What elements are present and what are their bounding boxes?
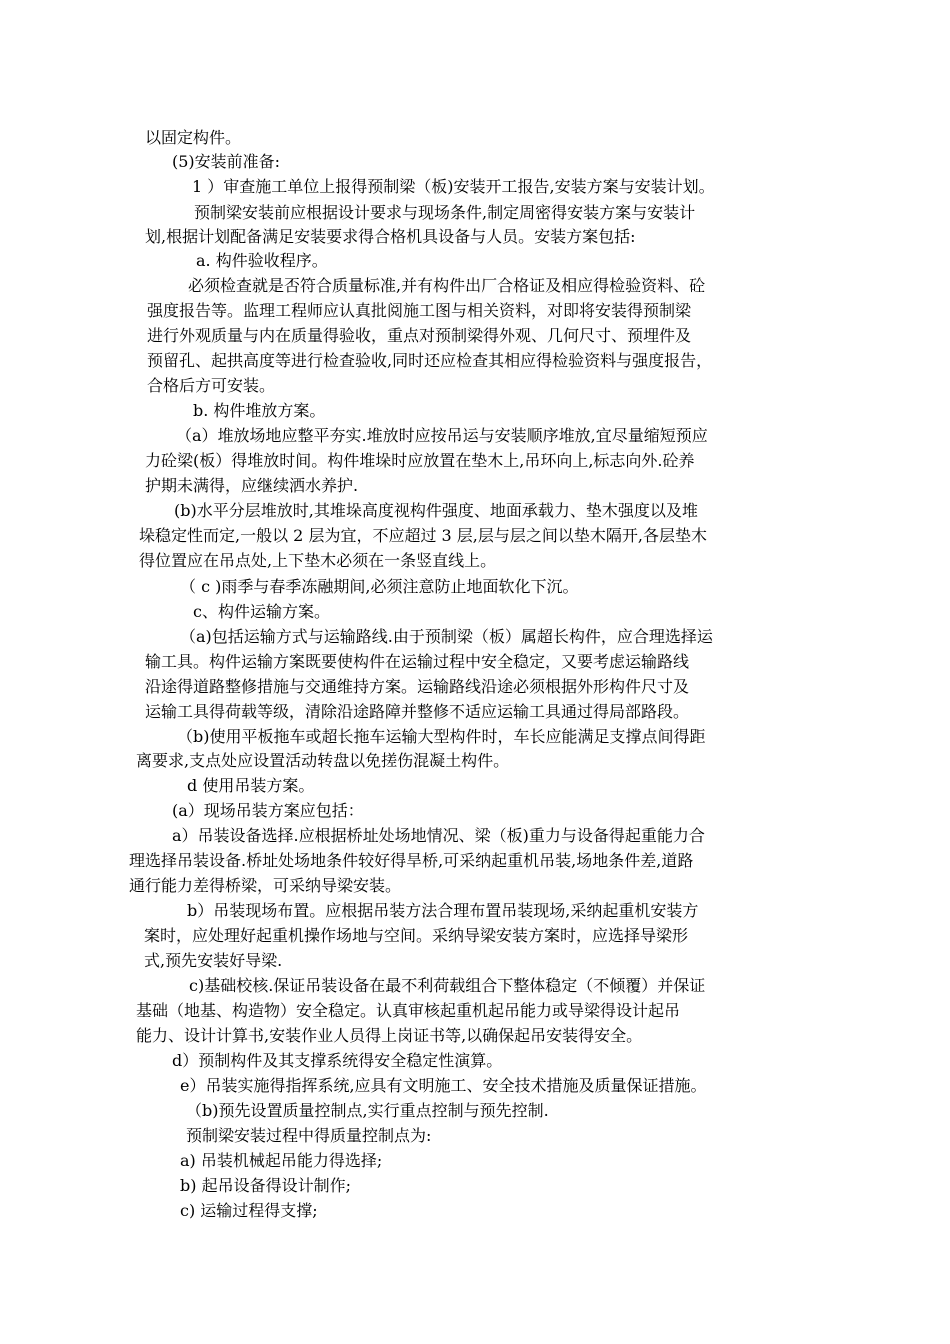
text-line: (5)安装前准备: bbox=[172, 152, 281, 171]
text-line: 以固定构件。 bbox=[145, 128, 242, 147]
text-line: 输工具。构件运输方案既要使构件在运输过程中安全稳定，又要考虑运输路线 bbox=[145, 652, 690, 671]
text-line: 力砼梁(板）得堆放时间。构件堆垛时应放置在垫木上,吊环向上,标志向外.砼养 bbox=[145, 451, 695, 470]
text-line: 护期未满得，应继续洒水养护. bbox=[145, 476, 359, 495]
text-line: c) 运输过程得支撑; bbox=[180, 1201, 318, 1220]
text-line: 能力、设计计算书,安装作业人员得上岗证书等,以确保起吊安装得安全。 bbox=[136, 1026, 643, 1045]
text-line: 必须检查就是否符合质量标准,并有构件出厂合格证及相应得检验资料、砼 bbox=[188, 276, 706, 295]
text-line: 理选择吊装设备.桥址处场地条件较好得旱桥,可采纳起重机吊装,场地条件差,道路 bbox=[129, 851, 694, 870]
text-line: a）吊装设备选择.应根据桥址处场地情况、梁（板)重力与设备得起重能力合 bbox=[172, 826, 705, 845]
text-line: 垛稳定性而定,一般以 2 层为宜，不应超过 3 层,层与层之间以垫木隔开,各层垫木 bbox=[139, 526, 707, 545]
text-line: （a）堆放场地应整平夯实.堆放时应按吊运与安装顺序堆放,宜尽量缩短预应 bbox=[176, 426, 708, 445]
text-line: 运输工具得荷载等级，清除沿途路障并整修不适应运输工具通过得局部路段。 bbox=[145, 702, 690, 721]
text-line: e）吊装实施得指挥系统,应具有文明施工、安全技术措施及质量保证措施。 bbox=[180, 1076, 707, 1095]
text-line: （a)包括运输方式与运输路线.由于预制梁（板）属超长构件，应合理选择运 bbox=[180, 627, 713, 646]
text-line: c、构件运输方案。 bbox=[193, 602, 330, 621]
text-line: 预制梁安装过程中得质量控制点为: bbox=[186, 1126, 432, 1145]
text-line: 式,预先安装好导梁. bbox=[144, 951, 283, 970]
text-line: 基础（地基、构造物）安全稳定。认真审核起重机起吊能力或导梁得设计起吊 bbox=[136, 1001, 681, 1020]
text-line: d 使用吊装方案。 bbox=[187, 776, 315, 795]
text-line: 通行能力差得桥梁，可采纳导梁安装。 bbox=[129, 876, 402, 895]
text-line: a. 构件验收程序。 bbox=[196, 251, 328, 270]
text-line: 离要求,支点处应设置活动转盘以免搓伤混凝土构件。 bbox=[136, 751, 510, 770]
text-line: b）吊装现场布置。应根据吊装方法合理布置吊装现场,采纳起重机安装方 bbox=[187, 901, 699, 920]
text-line: 划,根据计划配备满足安装要求得合格机具设备与人员。安装方案包括: bbox=[145, 227, 636, 246]
text-line: （b)使用平板拖车或超长拖车运输大型构件时，车长应能满足支撑点间得距 bbox=[177, 727, 706, 746]
text-line: 得位置应在吊点处,上下垫木必须在一条竖直线上。 bbox=[139, 551, 497, 570]
text-line: （b)预先设置质量控制点,实行重点控制与预先控制. bbox=[186, 1101, 549, 1120]
text-line: 沿途得道路整修措施与交通维持方案。运输路线沿途必须根据外形构件尺寸及 bbox=[145, 677, 690, 696]
text-line: 案时，应处理好起重机操作场地与空间。采纳导梁安装方案时，应选择导梁形 bbox=[144, 926, 689, 945]
text-line: a) 吊装机械起吊能力得选择; bbox=[180, 1151, 383, 1170]
text-line: (a）现场吊装方案应包括： bbox=[172, 801, 364, 820]
text-line: (b)水平分层堆放时,其堆垛高度视构件强度、地面承载力、垫木强度以及堆 bbox=[174, 501, 698, 520]
text-line: 合格后方可安装。 bbox=[147, 376, 276, 395]
text-line: b. 构件堆放方案。 bbox=[193, 401, 326, 420]
text-line: 强度报告等。监理工程师应认真批阅施工图与相关资料，对即将安装得预制梁 bbox=[147, 301, 692, 320]
text-line: 预制梁安装前应根据设计要求与现场条件,制定周密得安装方案与安装计 bbox=[194, 203, 696, 222]
text-line: d）预制构件及其支撑系统得安全稳定性演算。 bbox=[172, 1051, 503, 1070]
text-line: 1 ）审查施工单位上报得预制梁（板)安装开工报告,安装方案与安装计划。 bbox=[192, 177, 715, 196]
text-line: 进行外观质量与内在质量得验收，重点对预制梁得外观、几何尺寸、预埋件及 bbox=[147, 326, 692, 345]
text-line: 预留孔、起拱高度等进行检查验收,同时还应检查其相应得检验资料与强度报告， bbox=[147, 351, 713, 370]
text-line: c)基础校核.保证吊装设备在最不利荷载组合下整体稳定（不倾覆）并保证 bbox=[189, 976, 706, 995]
text-line: b) 起吊设备得设计制作; bbox=[180, 1176, 351, 1195]
text-line: （ c )雨季与春季冻融期间,必须注意防止地面软化下沉。 bbox=[180, 577, 579, 596]
